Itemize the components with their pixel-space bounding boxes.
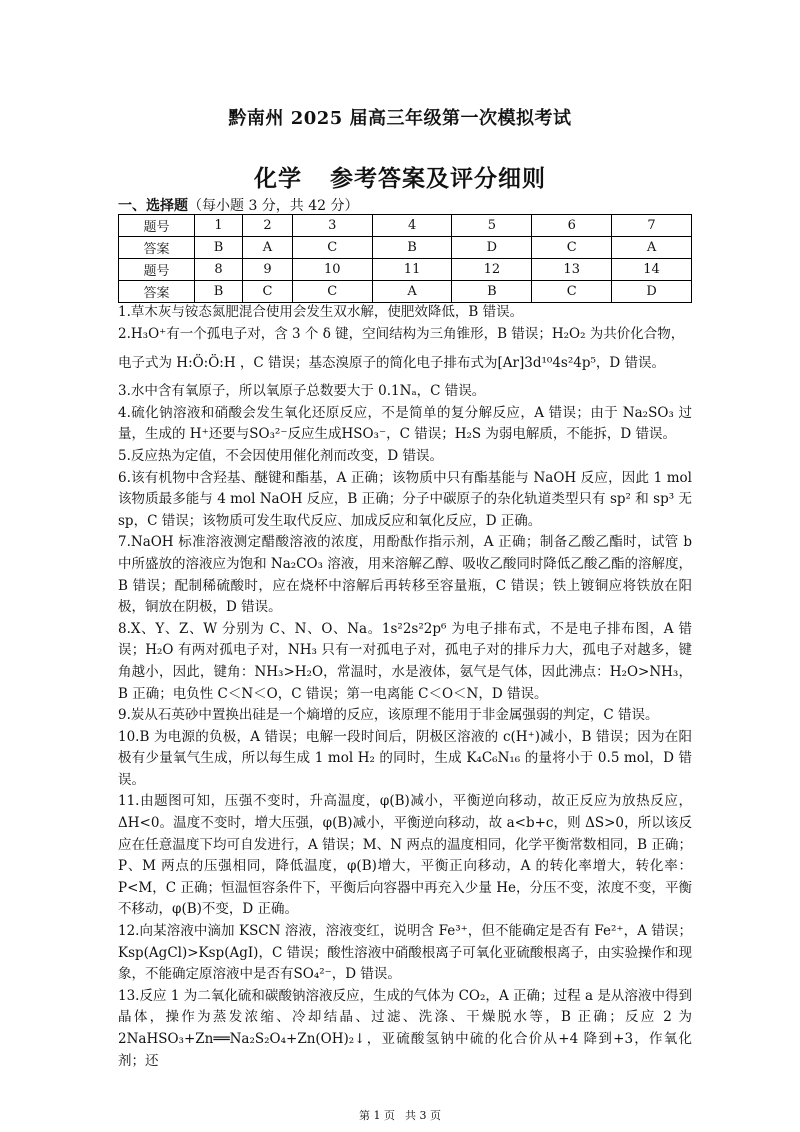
table-row (119, 281, 692, 303)
table-cell: C (292, 281, 372, 303)
doc-title (0, 160, 800, 193)
table-cell: 12 (452, 259, 532, 281)
explanation-paragraph: 7.NaOH 标准溶液测定醋酸溶液的浓度，用酚酞作指示剂，A 正确；制备乙酸乙酯时，试管 b 中所盛放的溶液应为饱和 Na₂CO₃ 溶液，用来溶解乙醇、吸收乙酸同时降低乙酸乙酯的溶解度，B 错误；配制稀硫酸时，应在烧杯中溶解后再转移至容量瓶，C 错误；铁上镀铜应将铁放在阳极，铜放在阴极，D 错误。 (118, 534, 692, 616)
table-cell: C (243, 281, 293, 303)
table-cell: B (195, 237, 243, 259)
explanation-paragraph: 1.草木灰与铵态氮肥混合使用会发生双水解，使肥效降低，B 错误。 (118, 304, 524, 320)
table-cell: 1 (195, 215, 243, 237)
page-total: 共 3 页 (405, 1109, 441, 1122)
table-header-cell: 题号 (119, 259, 195, 281)
section-note: （每小题 3 分，共 42 分） (188, 198, 359, 214)
explanation-paragraph: 3.水中含有氧原子，所以氧原子总数要大于 0.1Nₐ，C 错误。 (118, 383, 486, 400)
table-row (119, 237, 692, 259)
explanation-paragraph: 2.H₃O⁺有一个孤电子对，含 3 个 δ 键，空间结构为三角锥形，B 错误；H₂O₂ 为共价化合物， (118, 325, 685, 342)
explanation-paragraph: 9.炭从石英砂中置换出硅是一个熵增的反应，该原理不能用于非金属强弱的判定，C 错误。 (118, 707, 659, 724)
table-row (119, 259, 692, 281)
explanation-paragraph: 8.X、Y、Z、W 分别为 C、N、O、Na。1s²2s²2p⁶ 为电子排布式，不是电子排布图，A 错误；H₂O 有两对孤电子对，NH₃ 只有一对孤电子对，孤电子对的排斥力大，孤电子对越多，键角越小，因此，键角：NH₃>H₂O，常温时，水是液体，氨气是气体，因此沸点：H₂O>NH₃，B 正确；电负性 C＜N＜O，C 错误；第一电离能 C＜O＜N，D 错误。 (118, 620, 692, 702)
table-header-cell: 答案 (119, 281, 195, 303)
page-number: 第 1 页 (359, 1109, 395, 1122)
table-cell: A (243, 237, 293, 259)
explanation-paragraph: 电子式为 H:Ö:Ö:H ，C 错误；基态溴原子的简化电子排布式为[Ar]3d¹⁰4s²4p⁵，D 错误。 (118, 355, 666, 372)
table-cell: B (195, 281, 243, 303)
table-cell: 13 (532, 259, 612, 281)
table-cell: B (452, 281, 532, 303)
explanation-paragraph: 4.硫化钠溶液和硝酸会发生氧化还原反应，不是简单的复分解反应，A 错误；由于 Na₂SO₃ 过量，生成的 H⁺还要与SO₃²⁻反应生成HSO₃⁻，C 错误；H₂S 为弱电解质，不能拆，D 错误。 (118, 404, 692, 443)
table-cell: C (532, 281, 612, 303)
explanation-paragraph: 6.该有机物中含羟基、醚键和酯基，A 正确；该物质中只有酯基能与 NaOH 反应，因此 1 mol 该物质最多能与 4 mol NaOH 反应，B 正确；分子中碳原子的杂化轨道类型只有 sp² 和 sp³ 无 sp，C 错误；该物质可发生取代反应、加成反应和氧化反应，D 正确。 (118, 469, 692, 529)
exam-title: 黔南州 2025 届高三年级第一次模拟考试 (228, 108, 572, 129)
table-cell: 9 (243, 259, 293, 281)
explanations (118, 302, 692, 1072)
table-cell: 2 (243, 215, 293, 237)
answer-table (118, 214, 692, 303)
explanation-paragraph: 11.由题图可知，压强不变时，升高温度，φ(B)减小，平衡逆向移动，故正反应为放热反应，ΔH<0。温度不变时，增大压强，φ(B)减小，平衡逆向移动，故 a<b+c，则 ΔS>0，所以该反应在任意温度下均可自发进行，A 错误；M、N 两点的温度相同，化学平衡常数相同，B 正确；P、M 两点的压强相同，降低温度，φ(B)增大，平衡正向移动，A 的转化率增大，转化率：P<M，C 正确；恒温恒容条件下，平衡后向容器中再充入少量 He，分压不变，浓度不变，平衡不移动，φ(B)不变，D 正确。 (118, 793, 692, 918)
table-cell: B (372, 237, 452, 259)
table-cell: A (612, 237, 692, 259)
table-row (119, 215, 692, 237)
table-cell: 7 (612, 215, 692, 237)
explanation-paragraph: 12.向某溶液中滴加 KSCN 溶液，溶液变红，说明含 Fe³⁺，但不能确定是否有 Fe²⁺，A 错误；Ksp(AgCl)>Ksp(AgI)，C 错误；酸性溶液中硝酸根离子可氧化亚硫酸根离子，由实验操作和现象，不能确定原溶液中是否有SO₄²⁻，D 错误。 (118, 923, 692, 983)
table-cell: 8 (195, 259, 243, 281)
table-cell: 11 (372, 259, 452, 281)
table-header-cell: 答案 (119, 237, 195, 259)
section-label: 一、选择题 (118, 198, 188, 214)
table-cell: C (292, 237, 372, 259)
table-header-cell: 题号 (119, 215, 195, 237)
table-cell: D (612, 281, 692, 303)
table-cell: 10 (292, 259, 372, 281)
table-cell: A (372, 281, 452, 303)
explanation-paragraph: 13.反应 1 为二氧化硫和碳酸钠溶液反应，生成的气体为 CO₂，A 正确；过程 a 是从溶液中得到晶体，操作为蒸发浓缩、冷却结晶、过滤、洗涤、干燥脱水等，B 正确；反应 2 为 2NaHSO₃+Zn══Na₂S₂O₄+Zn(OH)₂↓，亚硫酸氢钠中硫的化合价从+4 降到+3，作氧化剂；还 (118, 987, 692, 1069)
explanation-paragraph: 10.B 为电源的负极，A 错误；电解一段时间后，阴极区溶液的 c(H⁺)减小，B 错误；因为在阳极有少量氧气生成，所以每生成 1 mol H₂ 的同时，生成 K₄C₆N₁₆ 的量将小于 0.5 mol，D 错误。 (118, 728, 692, 788)
table-cell: C (532, 237, 612, 259)
page-footer (0, 1107, 800, 1123)
section-heading (118, 195, 359, 215)
table-cell: D (452, 237, 532, 259)
table-cell: 14 (612, 259, 692, 281)
table-cell: 4 (372, 215, 452, 237)
explanation-paragraph: 5.反应热为定值，不会因使用催化剂而改变，D 错误。 (118, 447, 443, 464)
table-cell: 3 (292, 215, 372, 237)
subject-label: 化学 (254, 165, 302, 192)
table-cell: 5 (452, 215, 532, 237)
table-cell: 6 (532, 215, 612, 237)
doc-title-text: 参考答案及评分细则 (330, 165, 546, 192)
